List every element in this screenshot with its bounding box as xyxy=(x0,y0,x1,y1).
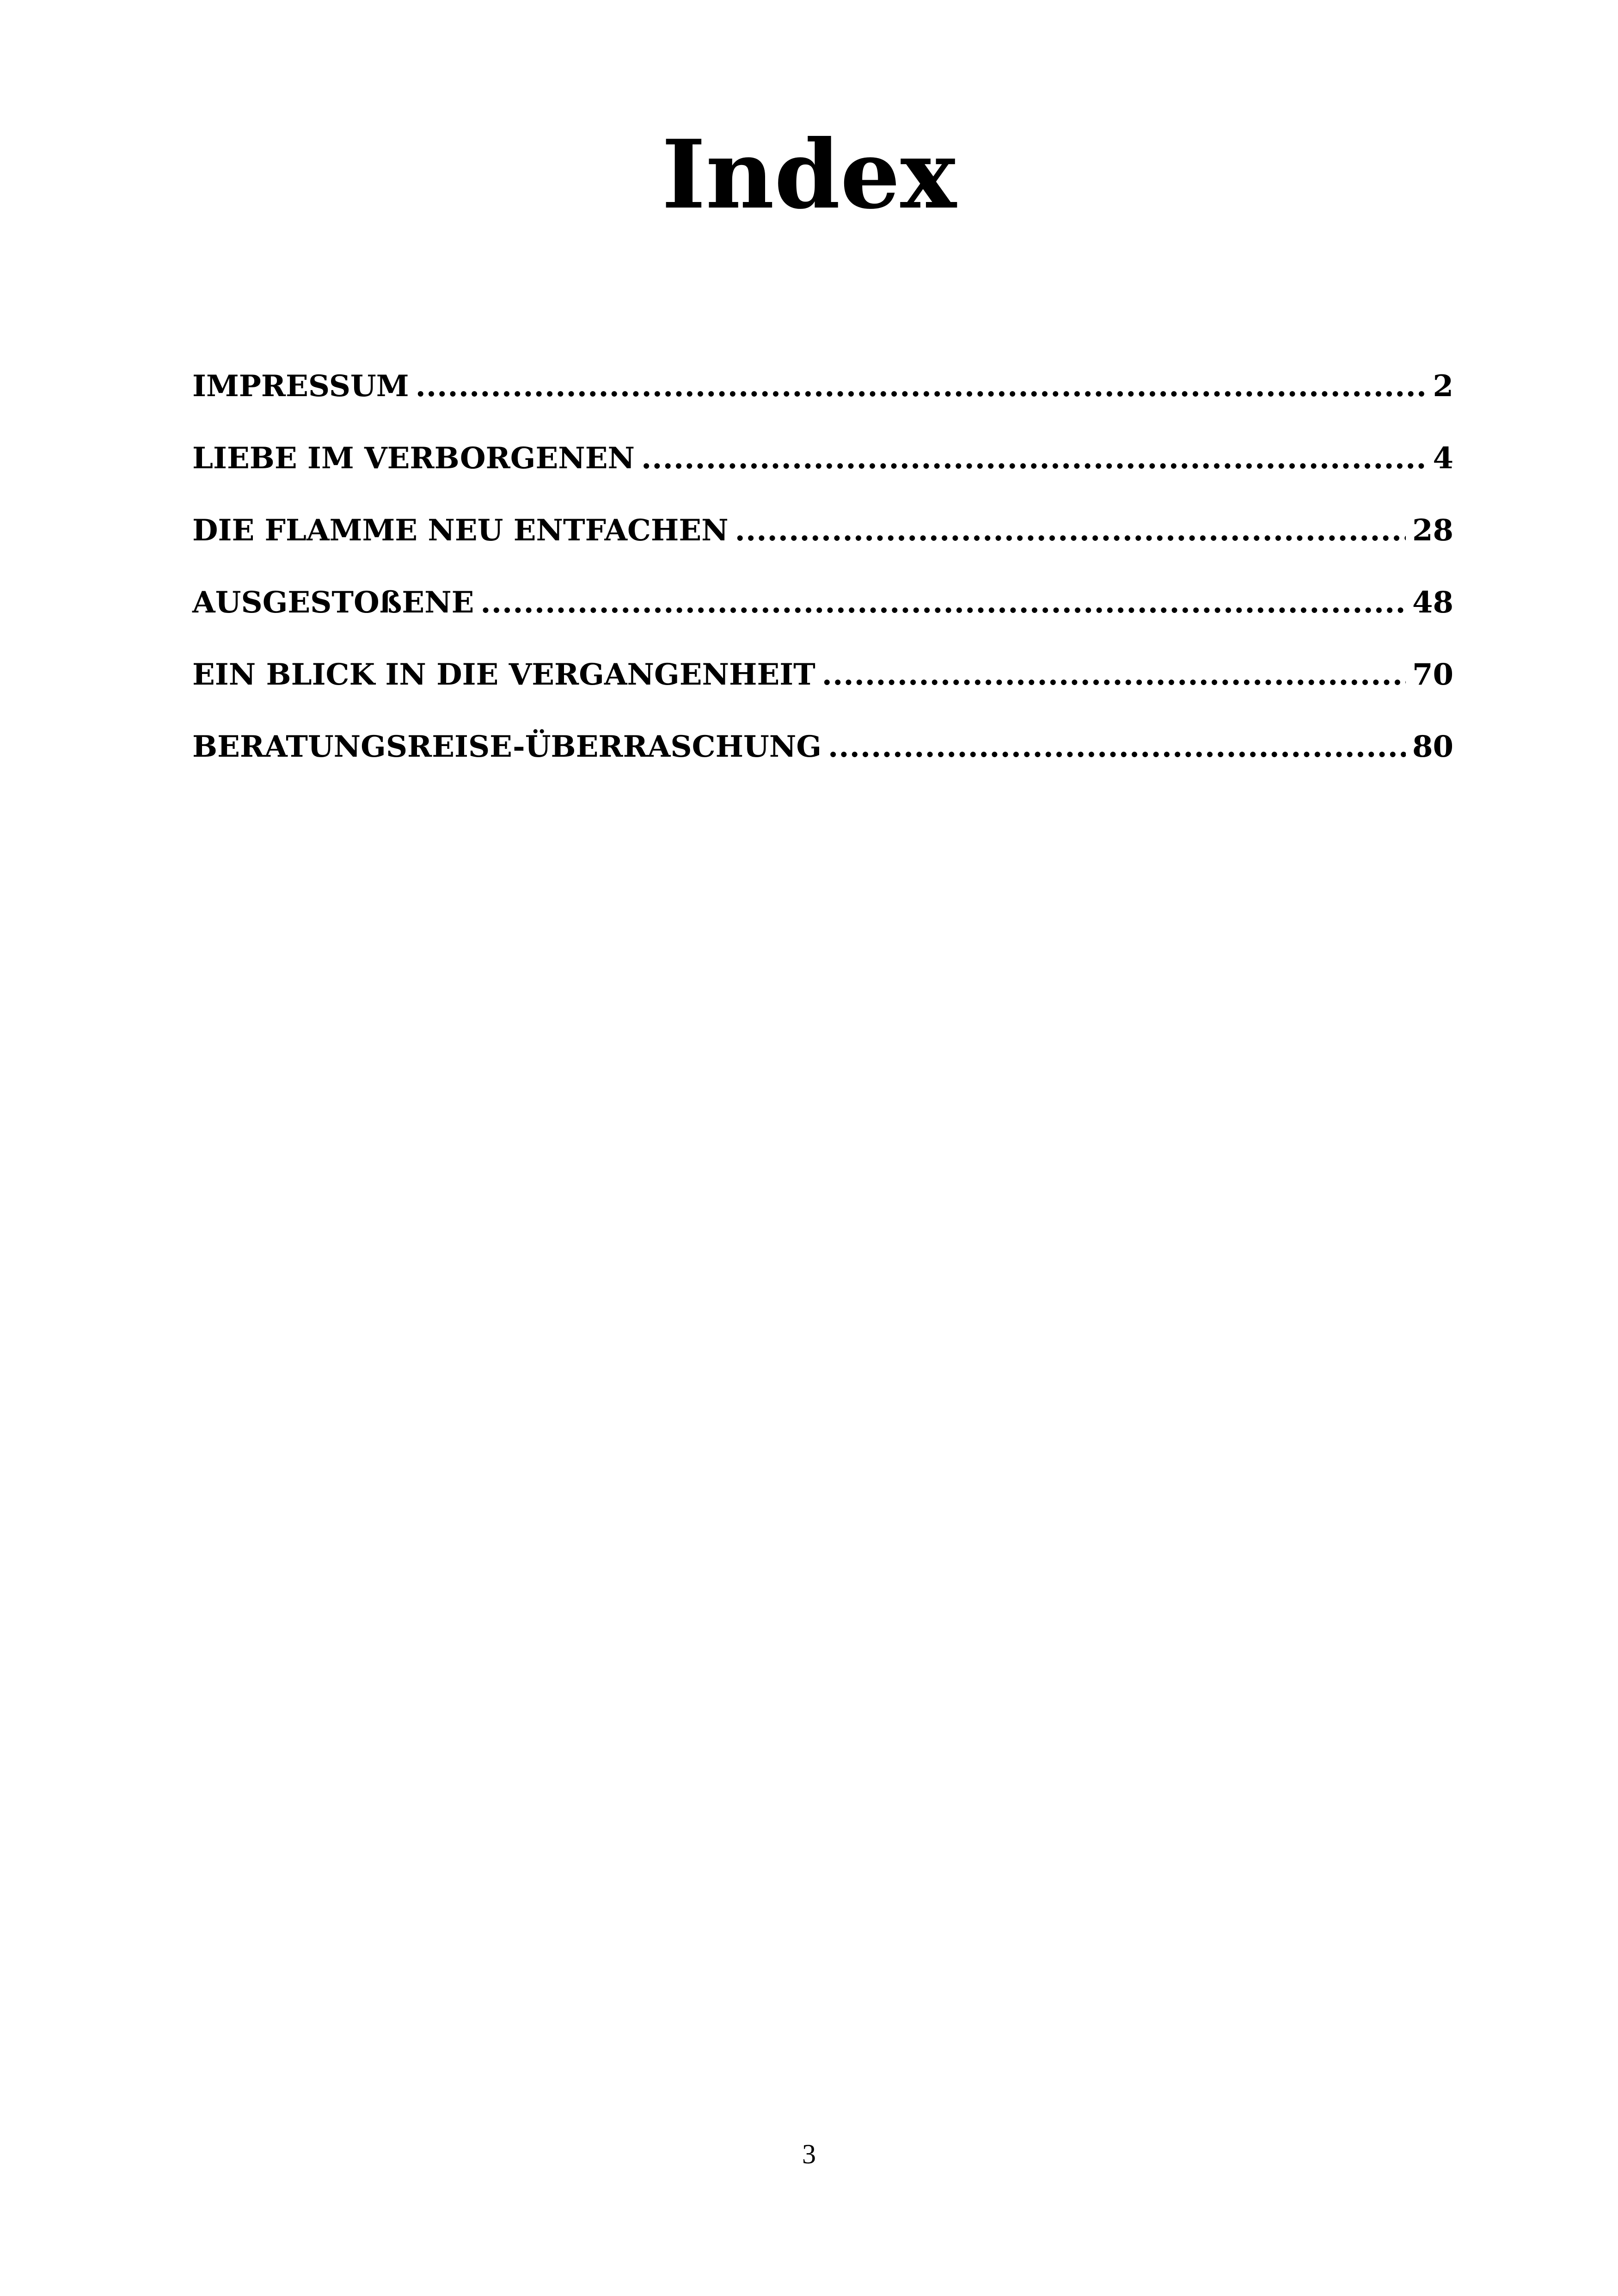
toc-entry-label: LIEBE IM VERBORGENEN xyxy=(192,441,635,476)
toc-entry-beratungsreise-ueberraschung[interactable] xyxy=(192,721,1453,793)
page-number: 3 xyxy=(802,2139,816,2169)
toc-entry-impressum[interactable] xyxy=(192,361,1453,433)
toc-entry-ausgestossene[interactable] xyxy=(192,577,1453,649)
toc-entry-label: AUSGESTOßENE xyxy=(192,585,474,620)
toc-entry-page: 80 xyxy=(1412,729,1453,764)
page-title: Index xyxy=(662,119,956,230)
toc-entry-die-flamme-neu-entfachen[interactable] xyxy=(192,505,1453,577)
table-of-contents xyxy=(192,361,1453,793)
toc-entry-label: IMPRESSUM xyxy=(192,369,409,404)
toc-entry-label: EIN BLICK IN DIE VERGANGENHEIT xyxy=(192,657,815,692)
toc-dot-leader xyxy=(480,577,1406,629)
toc-entry-page: 28 xyxy=(1412,513,1453,548)
toc-entry-page: 70 xyxy=(1412,657,1453,692)
toc-entry-page: 2 xyxy=(1433,369,1453,404)
toc-entry-page: 4 xyxy=(1433,441,1453,476)
toc-dot-leader xyxy=(735,505,1406,557)
toc-dot-leader xyxy=(822,649,1406,701)
toc-entry-page: 48 xyxy=(1412,585,1453,620)
toc-entry-ein-blick-in-die-vergangenheit[interactable] xyxy=(192,649,1453,721)
toc-entry-label: BERATUNGSREISE-ÜBERRASCHUNG xyxy=(192,729,821,764)
toc-dot-leader xyxy=(641,433,1426,484)
toc-entry-label: DIE FLAMME NEU ENTFACHEN xyxy=(192,513,729,548)
toc-dot-leader xyxy=(828,721,1406,773)
toc-entry-liebe-im-verborgenen[interactable] xyxy=(192,433,1453,505)
toc-dot-leader xyxy=(416,361,1427,412)
